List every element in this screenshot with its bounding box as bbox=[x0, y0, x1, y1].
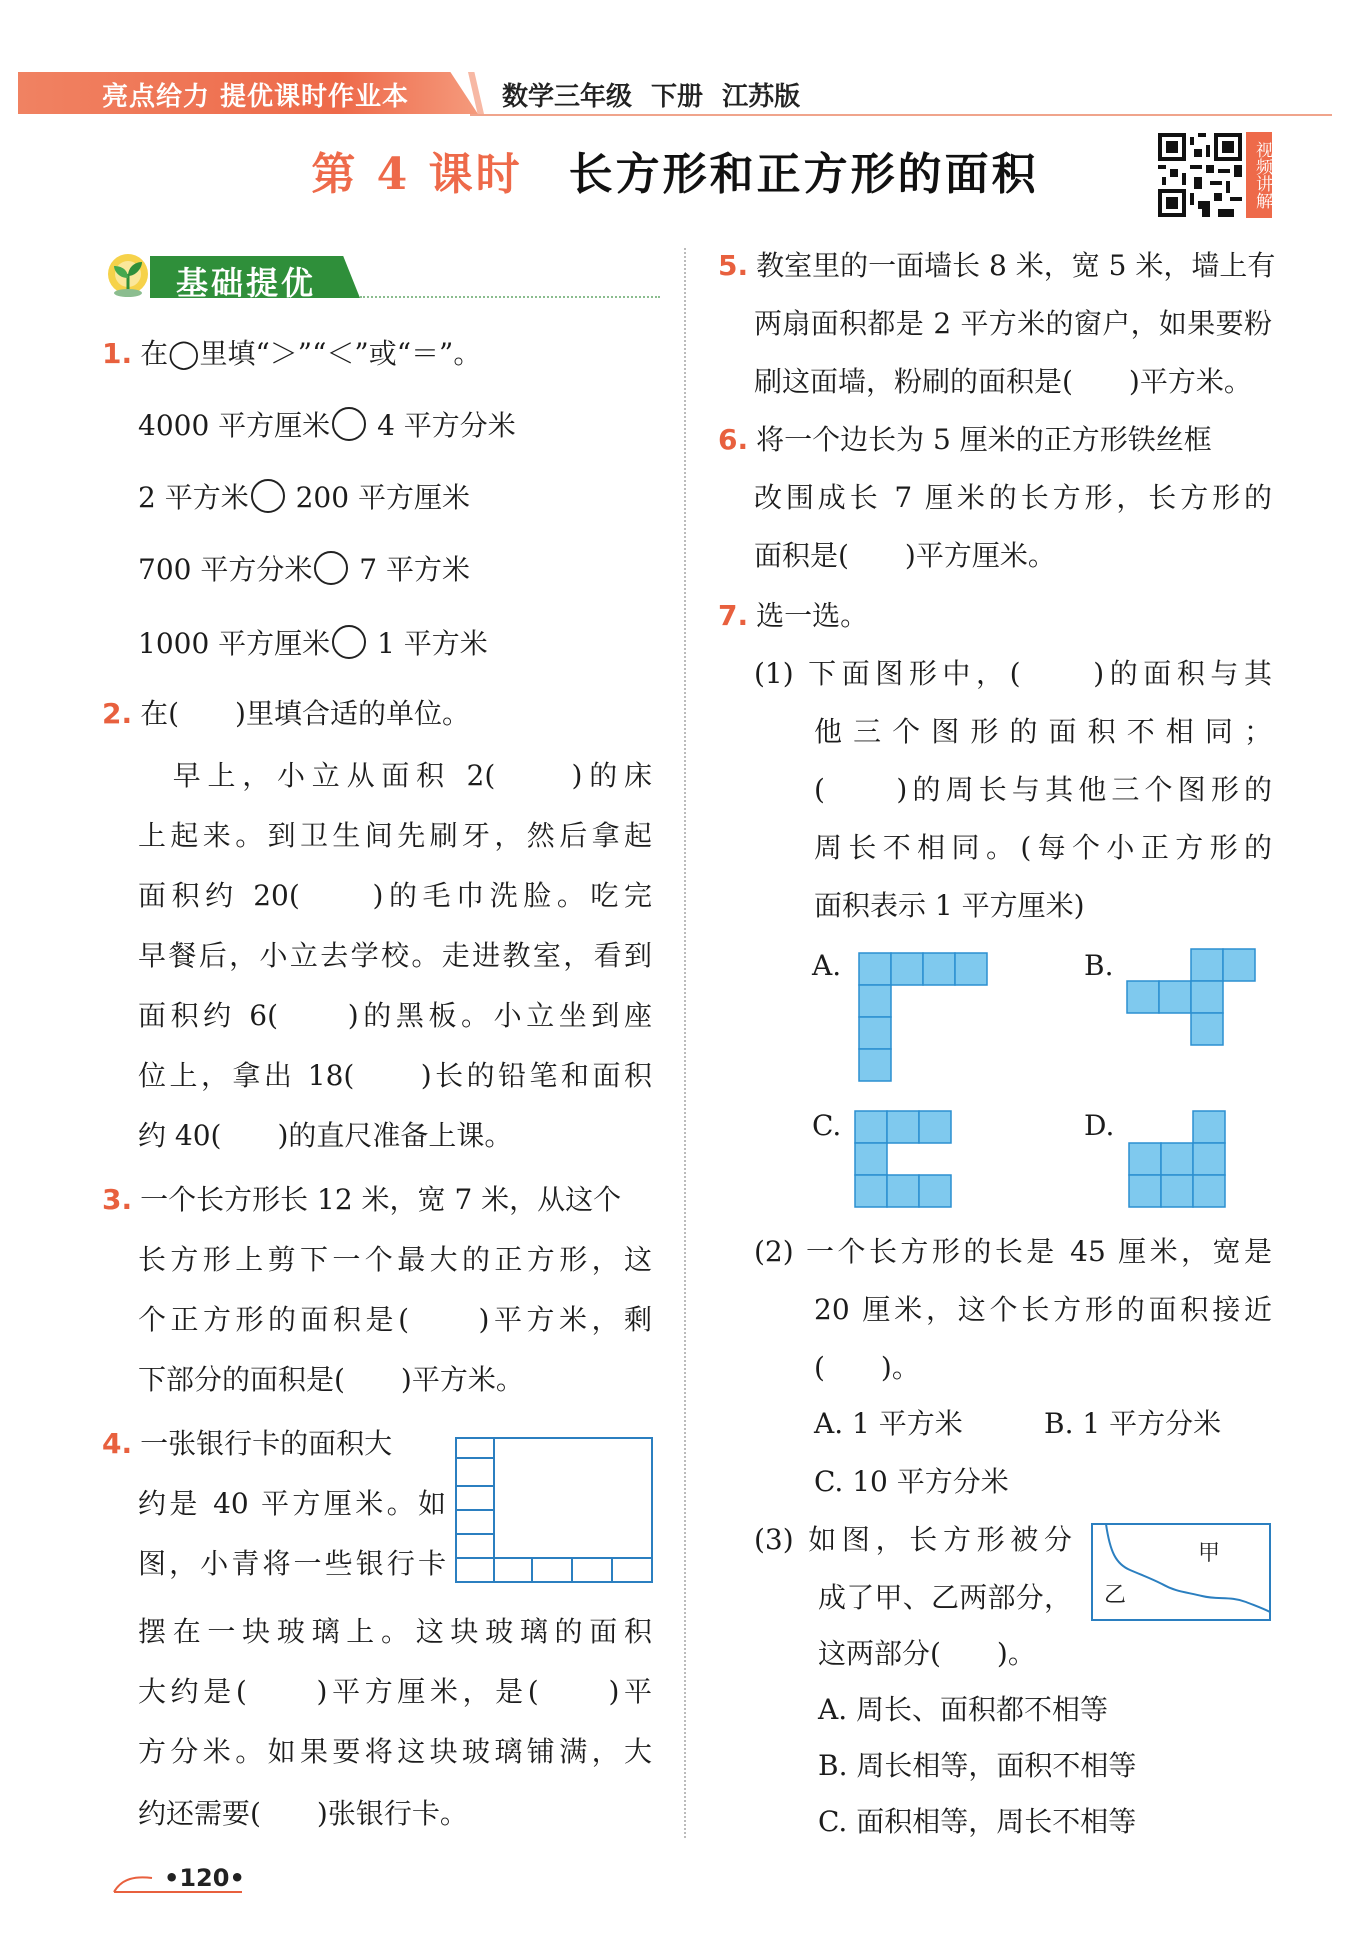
q2-prompt bbox=[102, 694, 470, 734]
shape-a-label: A. bbox=[812, 949, 842, 982]
q7-text: 选一选。 bbox=[756, 599, 869, 632]
q4-number: 4. bbox=[102, 1427, 133, 1460]
q5-line-1 bbox=[718, 246, 1275, 286]
q1-item-2-right: 200 平方厘米 bbox=[286, 481, 470, 514]
q1-text: 在◯里填“＞”“＜”或“＝”。 bbox=[140, 337, 482, 370]
q7-2-option-b[interactable]: B. 1 平方分米 bbox=[1044, 1407, 1222, 1440]
q7-2-line-3: ( )。 bbox=[814, 1351, 920, 1384]
q7-3-option-c[interactable]: C. 面积相等，周长不相等 bbox=[818, 1805, 1137, 1838]
compare-circle[interactable] bbox=[332, 625, 366, 659]
q2-line-6: 位上，拿出 18( )长的铅笔和面积 bbox=[138, 1059, 652, 1092]
lesson-number: 第 4 课时 bbox=[311, 149, 523, 200]
q7-3-line-3: 这两部分( )。 bbox=[818, 1637, 1036, 1670]
q1-item-4 bbox=[138, 624, 488, 664]
q1-item-1-left: 4000 平方厘米 bbox=[138, 409, 331, 442]
q4-line-2: 约是 40 平方厘米。如 bbox=[138, 1487, 446, 1520]
seedling-icon bbox=[104, 252, 156, 298]
page-number: •120• bbox=[164, 1864, 245, 1892]
shape-b-label: B. bbox=[1084, 949, 1114, 982]
q4-line-5: 大约是( )平方厘米，是( )平 bbox=[138, 1675, 652, 1708]
q2-line-4: 早餐后，小立去学校。走进教室，看到 bbox=[138, 939, 652, 972]
q2-line-3: 面积约 20( )的毛巾洗脸。吃完 bbox=[138, 879, 652, 912]
q7-1-line-1: (1) 下面图形中，( )的面积与其 bbox=[754, 657, 1272, 690]
q1-item-2 bbox=[138, 478, 470, 518]
q4-text: 一张银行卡的面积大 bbox=[140, 1427, 393, 1460]
q3-line-1 bbox=[102, 1180, 621, 1220]
q7-3-line-1: (3) 如图，长方形被分 bbox=[754, 1523, 1072, 1556]
q3-line-2: 长方形上剪下一个最大的正方形，这 bbox=[138, 1243, 652, 1276]
header-rule bbox=[470, 114, 1332, 116]
compare-circle[interactable] bbox=[251, 479, 285, 513]
q2-text: 在( )里填合适的单位。 bbox=[140, 697, 470, 730]
q7-3-option-a[interactable]: A. 周长、面积都不相等 bbox=[818, 1693, 1109, 1726]
header-brand: 亮点给力 提优课时作业本 bbox=[102, 82, 410, 112]
q7-2-option-c[interactable]: C. 10 平方分米 bbox=[814, 1465, 1009, 1498]
q2-line-1: 早上，小立从面积 2( )的床 bbox=[138, 759, 652, 792]
q7-2-option-a[interactable]: A. 1 平方米 bbox=[814, 1407, 963, 1440]
video-explain-tag: 视频讲解 bbox=[1246, 132, 1272, 218]
q6-number: 6. bbox=[718, 423, 749, 456]
q4-line-6: 方分米。如果要将这块玻璃铺满，大 bbox=[138, 1735, 652, 1768]
q4-line-7: 约还需要( )张银行卡。 bbox=[138, 1797, 468, 1830]
q3-number: 3. bbox=[102, 1183, 133, 1216]
shape-d bbox=[1128, 1110, 1228, 1210]
shape-b bbox=[1126, 948, 1258, 1048]
q5-number: 5. bbox=[718, 249, 749, 282]
section-dotted-rule bbox=[360, 296, 660, 298]
qr-code-icon[interactable] bbox=[1158, 132, 1242, 218]
q1-number: 1. bbox=[102, 337, 133, 370]
compare-circle[interactable] bbox=[332, 407, 366, 441]
q7-3-line-2: 成了甲、乙两部分， bbox=[818, 1581, 1072, 1614]
q7-2-line-1: (2) 一个长方形的长是 45 厘米，宽是 bbox=[754, 1235, 1272, 1268]
q1-item-3-left: 700 平方分米 bbox=[138, 553, 313, 586]
shape-a bbox=[858, 952, 990, 1082]
header-series: 数学三年级 下册 江苏版 bbox=[502, 82, 801, 112]
q7-1-line-5: 面积表示 1 平方厘米) bbox=[814, 889, 1085, 922]
q1-item-4-right: 1 平方米 bbox=[368, 627, 488, 660]
region-jia-label: 甲 bbox=[1198, 1541, 1221, 1566]
q1-item-4-left: 1000 平方厘米 bbox=[138, 627, 331, 660]
q6-line-2: 改围成长 7 厘米的长方形，长方形的 bbox=[754, 481, 1272, 514]
q4-line-1 bbox=[102, 1424, 392, 1464]
section-title: 基础提优 bbox=[176, 264, 317, 302]
q1-item-2-left: 2 平方米 bbox=[138, 481, 249, 514]
shape-c-label: C. bbox=[812, 1109, 842, 1142]
q2-line-2: 上起来。到卫生间先刷牙，然后拿起 bbox=[138, 819, 652, 852]
q6-line-3: 面积是( )平方厘米。 bbox=[754, 539, 1056, 572]
compare-circle[interactable] bbox=[314, 551, 348, 585]
q3-text: 一个长方形长 12 米，宽 7 米，从这个 bbox=[140, 1183, 622, 1216]
shape-d-label: D. bbox=[1084, 1109, 1115, 1142]
q7-number: 7. bbox=[718, 599, 749, 632]
q4-line-3: 图，小青将一些银行卡 bbox=[138, 1547, 446, 1580]
q2-line-7: 约 40( )的直尺准备上课。 bbox=[138, 1119, 513, 1152]
region-yi-label: 乙 bbox=[1104, 1583, 1127, 1608]
q7-1-line-3: ( )的周长与其他三个图形的 bbox=[814, 773, 1272, 806]
q7-2-line-2: 20 厘米，这个长方形的面积接近 bbox=[814, 1293, 1272, 1326]
q5-text: 教室里的一面墙长 8 米，宽 5 米，墙上有 bbox=[756, 249, 1276, 282]
page-title bbox=[0, 138, 1350, 202]
lesson-topic: 长方形和正方形的面积 bbox=[568, 149, 1039, 200]
q2-number: 2. bbox=[102, 697, 133, 730]
q1-item-1-right: 4 平方分米 bbox=[368, 409, 516, 442]
q4-line-4: 摆在一块玻璃上。这块玻璃的面积 bbox=[138, 1615, 652, 1648]
q1-item-3 bbox=[138, 550, 470, 590]
q7-1-line-2: 他三个图形的面积不相同； bbox=[814, 715, 1272, 748]
shape-c bbox=[854, 1110, 954, 1210]
q6-text: 将一个边长为 5 厘米的正方形铁丝框 bbox=[756, 423, 1212, 456]
q3-line-3: 个正方形的面积是( )平方米，剩 bbox=[138, 1303, 652, 1336]
q7-1-line-4: 周长不相同。(每个小正方形的 bbox=[814, 831, 1272, 864]
q7-3-option-b[interactable]: B. 周长相等，面积不相等 bbox=[818, 1749, 1137, 1782]
q2-line-5: 面积约 6( )的黑板。小立坐到座 bbox=[138, 999, 652, 1032]
q6-line-1 bbox=[718, 420, 1212, 460]
q3-line-4: 下部分的面积是( )平方米。 bbox=[138, 1363, 524, 1396]
q5-line-3: 刷这面墙，粉刷的面积是( )平方米。 bbox=[754, 365, 1252, 398]
q1-item-1 bbox=[138, 406, 516, 446]
split-rectangle-figure bbox=[1090, 1522, 1272, 1622]
glass-bankcard-figure bbox=[454, 1436, 654, 1584]
q1-item-3-right: 7 平方米 bbox=[350, 553, 470, 586]
q7-prompt bbox=[718, 596, 868, 636]
q5-line-2: 两扇面积都是 2 平方米的窗户，如果要粉 bbox=[754, 307, 1272, 340]
column-divider bbox=[684, 248, 686, 1838]
q1-prompt bbox=[102, 334, 481, 374]
